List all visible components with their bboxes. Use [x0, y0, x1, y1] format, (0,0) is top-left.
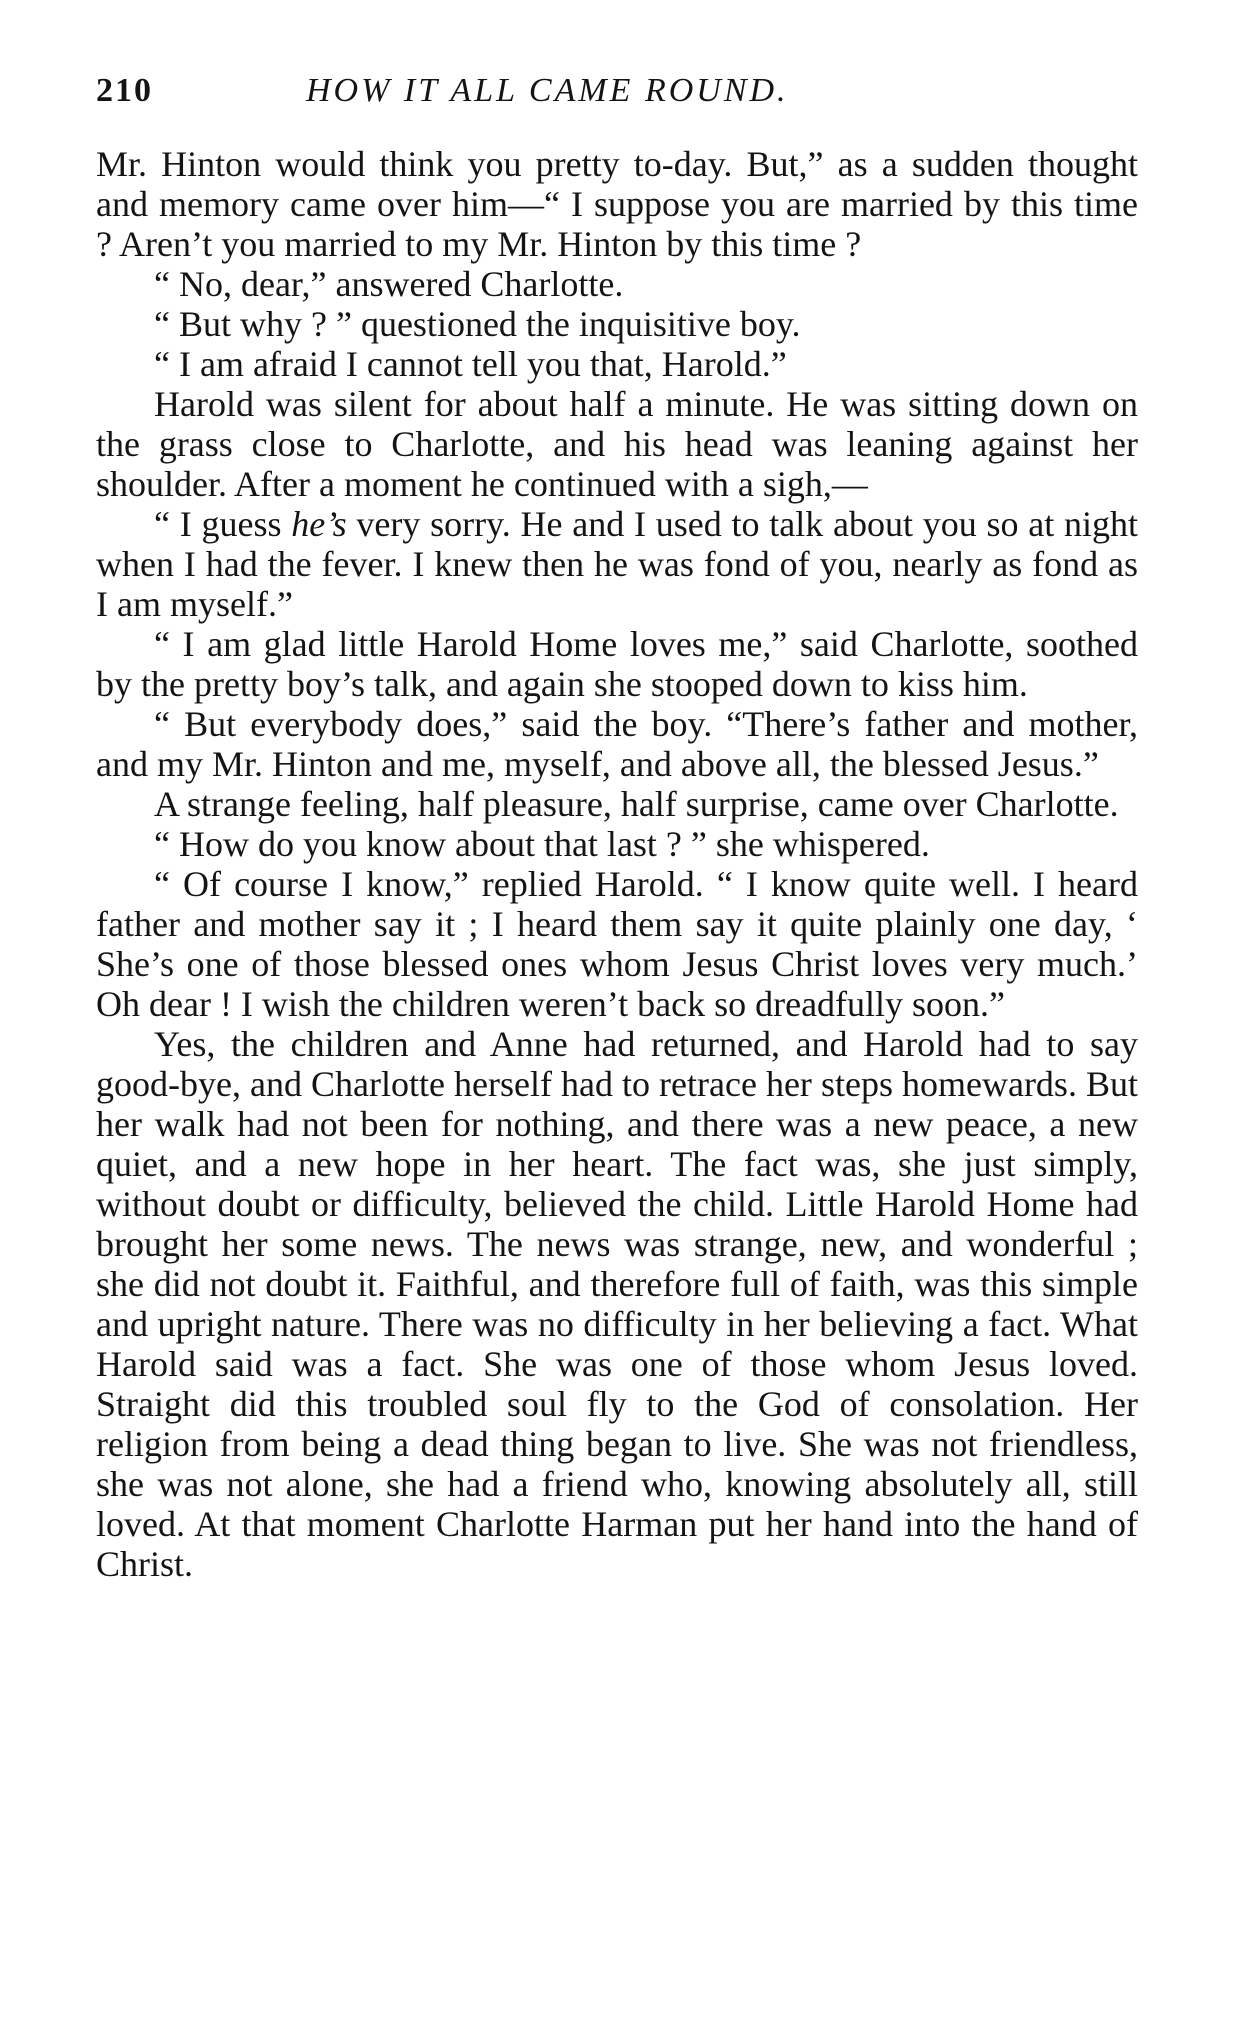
paragraph-text: very sorry. He and I used to talk about you so at night when I had the fever. I knew then he was fond of you, nearly as fond as I am myself.” [96, 504, 1138, 624]
paragraph: “ Of course I know,” replied Harold. “ I know quite well. I heard father and mother say it ; I heard them say it quite plainly one day, ‘ She’s one of those blessed ones whom Jesus Christ loves very much.’ Oh dear ! I wish the children weren’t back so dreadfully soon.” [96, 864, 1138, 1024]
body-text [96, 144, 1138, 1584]
page-number: 210 [96, 72, 153, 109]
paragraph: Harold was silent for about half a minute. He was sitting down on the grass close to Charlotte, and his head was leaning against her shoulder. After a moment he continued with a sigh,— [96, 384, 1138, 504]
paragraph: “ But everybody does,” said the boy. “There’s father and mother, and my Mr. Hinton and me, myself, and above all, the blessed Jesus.” [96, 704, 1138, 784]
italic-word: he’s [291, 504, 347, 544]
paragraph: Mr. Hinton would think you pretty to-day. But,” as a sudden thought and memory came over him—“ I suppose you are married by this time ? Aren’t you married to my Mr. Hinton by this time ? [96, 144, 1138, 264]
book-page [96, 72, 1138, 1584]
paragraph: Yes, the children and Anne had returned, and Harold had to say good-bye, and Charlotte herself had to retrace her steps homewards. But her walk had not been for nothing, and there was a new peace, a new quiet, and a new hope in her heart. The fact was, she just simply, without doubt or difficulty, believed the child. Little Harold Home had brought her some news. The news was strange, new, and wonderful ; she did not doubt it. Faithful, and therefore full of faith, was this simple and upright nature. There was no difficulty in her believing a fact. What Harold said was a fact. She was one of those whom Jesus loved. Straight did this troubled soul fly to the God of consolation. Her religion from being a dead thing began to live. She was not friendless, she was not alone, she had a friend who, knowing absolutely all, still loved. At that moment Charlotte Harman put her hand into the hand of Christ. [96, 1024, 1138, 1584]
paragraph: “ I am afraid I cannot tell you that, Harold.” [154, 344, 787, 384]
paragraph [96, 504, 1138, 624]
page-header [96, 72, 1138, 122]
paragraph-text: “ I guess [154, 504, 292, 544]
paragraph: “ No, dear,” answered Charlotte. [154, 264, 624, 304]
paragraph: “ I am glad little Harold Home loves me,” said Charlotte, soothed by the pretty boy’s talk, and again she stooped down to kiss him. [96, 624, 1138, 704]
paragraph: “ But why ? ” questioned the inquisitive boy. [154, 304, 801, 344]
paragraph: “ How do you know about that last ? ” she whispered. [154, 824, 930, 864]
running-title: HOW IT ALL CAME ROUND. [306, 72, 789, 109]
paragraph: A strange feeling, half pleasure, half surprise, came over Charlotte. [154, 784, 1119, 824]
